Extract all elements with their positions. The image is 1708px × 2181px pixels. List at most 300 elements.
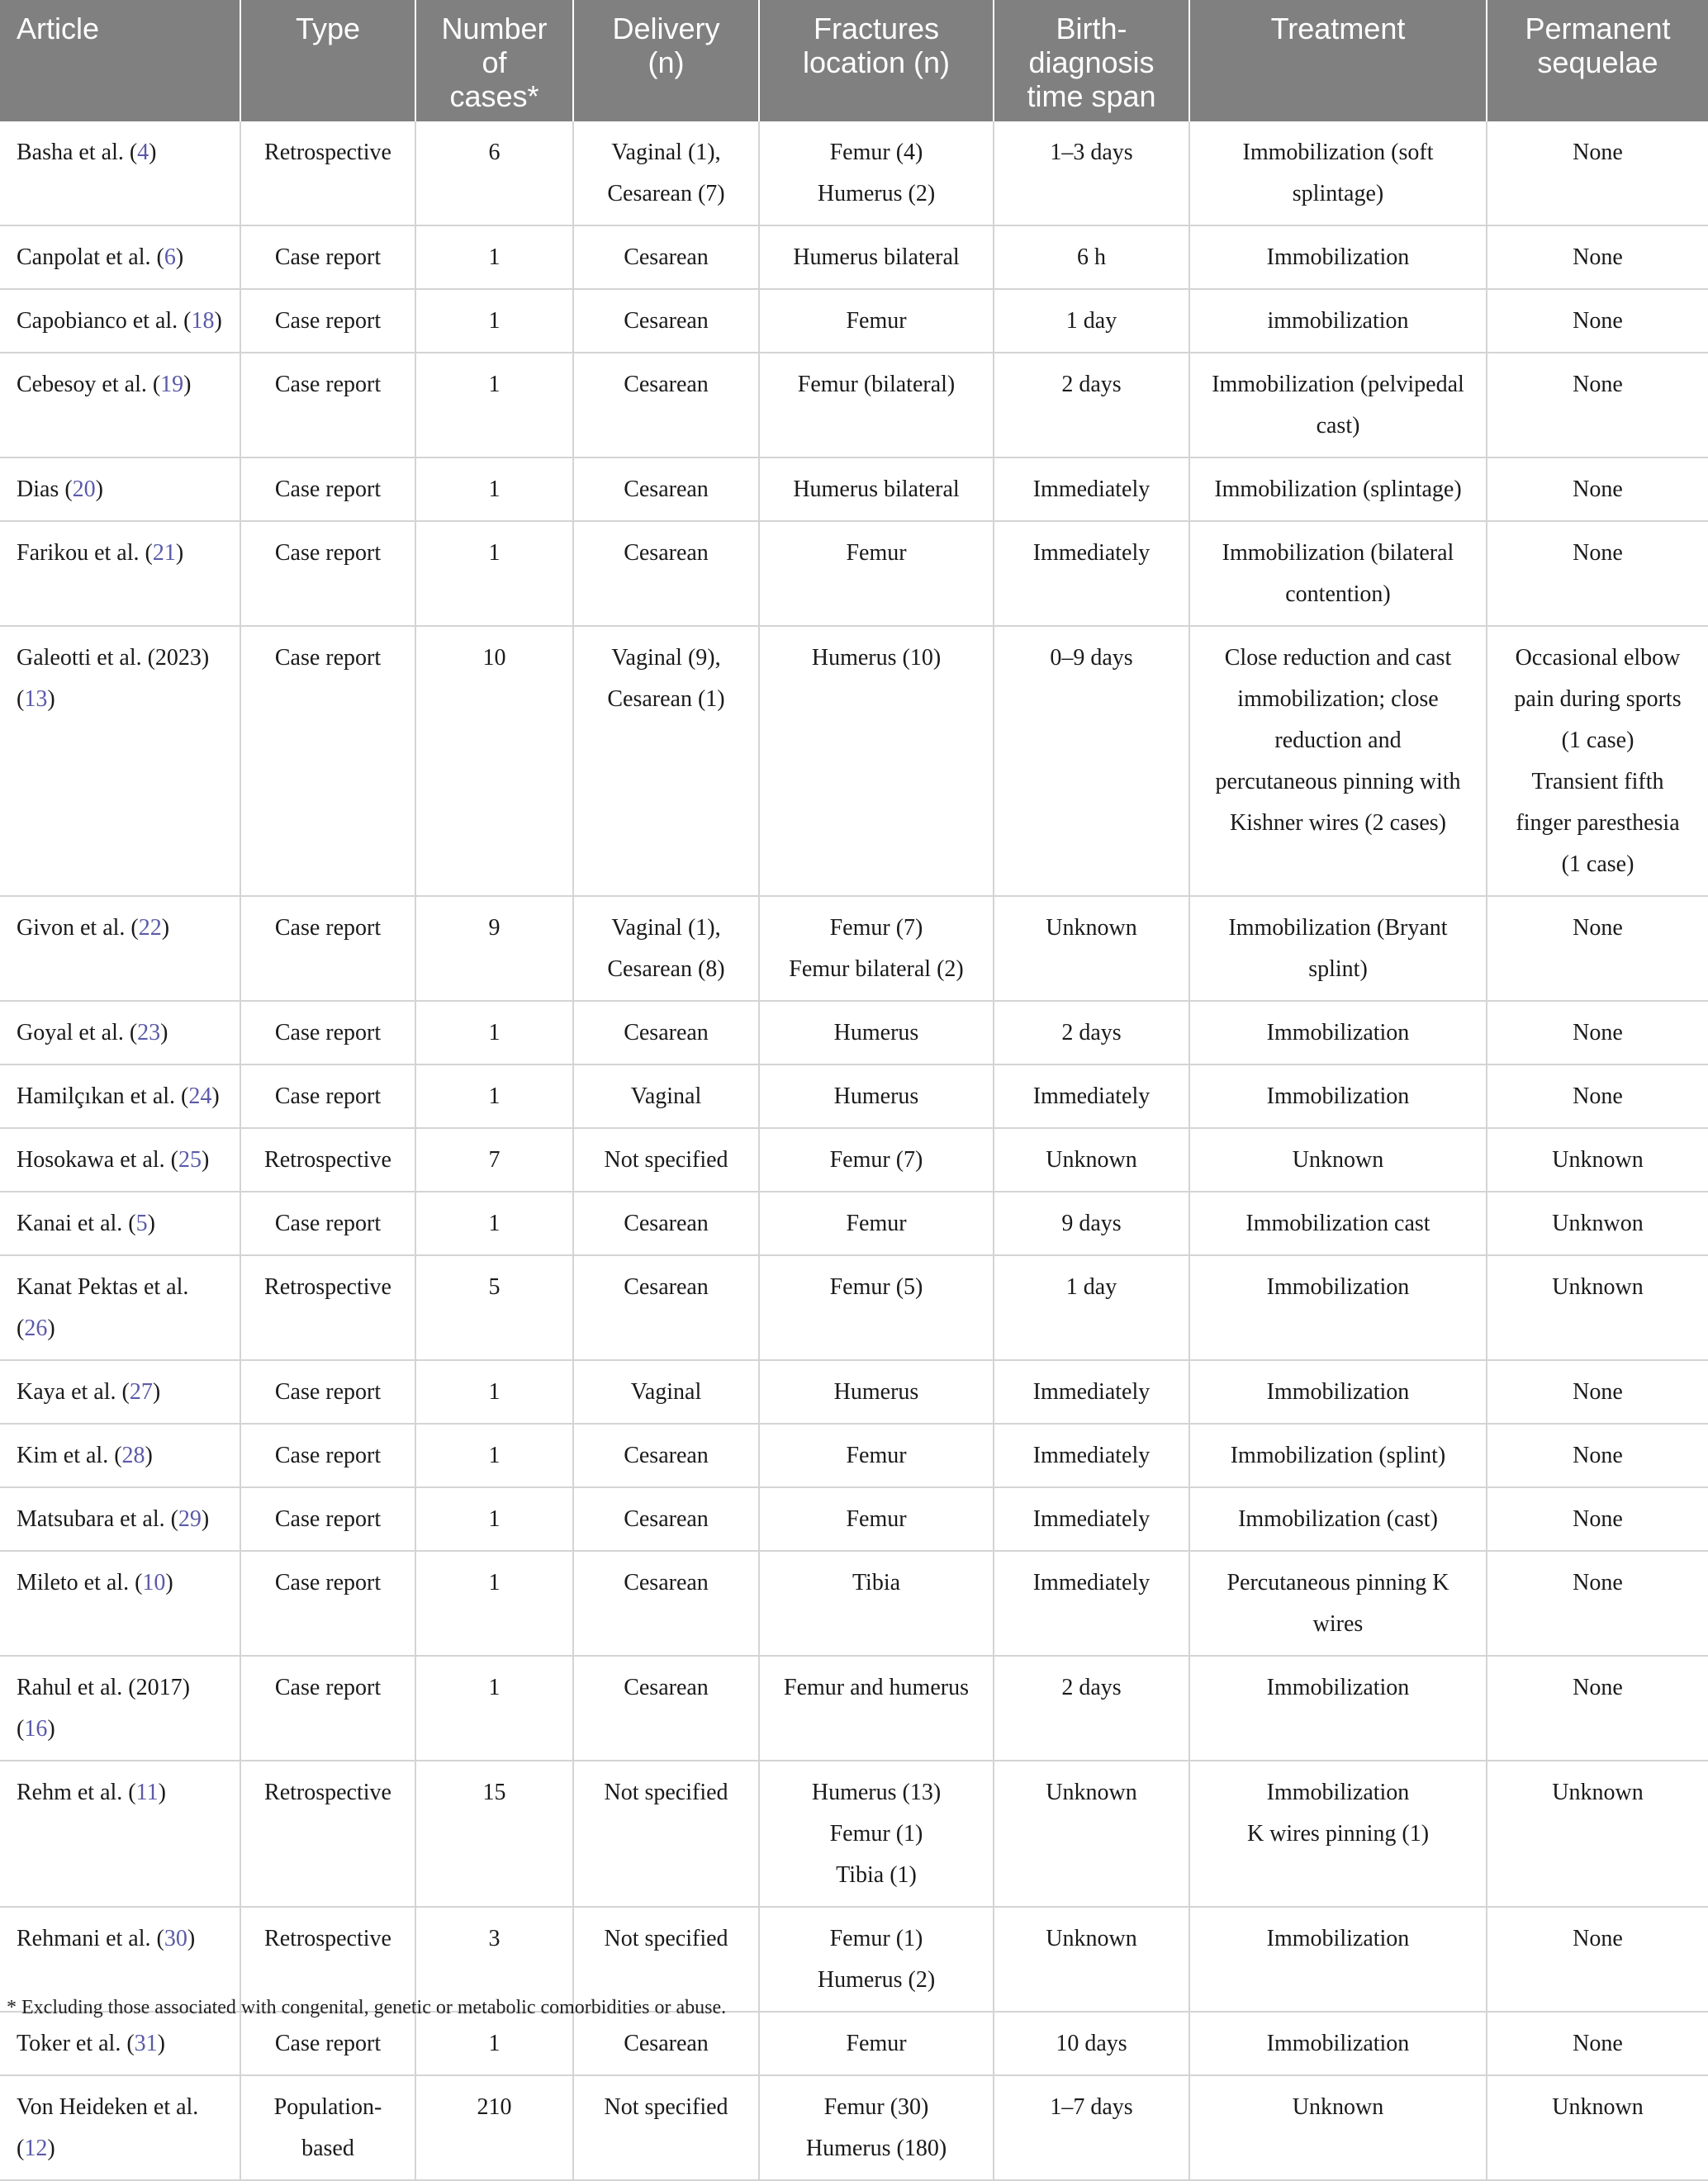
type-cell	[240, 1424, 415, 1487]
treatment-cell-line: Immobilization	[1266, 1379, 1410, 1405]
delivery-cell	[573, 1360, 759, 1424]
fractures-cell-line: Femur (7)	[829, 1147, 923, 1173]
type-cell	[240, 1192, 415, 1255]
reference-link[interactable]: 18	[191, 308, 215, 334]
table-row	[0, 121, 1708, 225]
treatment-cell	[1189, 121, 1487, 225]
time-span-cell-line: 1–3 days	[1050, 140, 1133, 165]
sequelae-cell-line: None	[1573, 477, 1623, 502]
cases-text: 1	[488, 308, 501, 334]
cases-cell	[415, 896, 573, 1001]
treatment-cell-line: Immobilization	[1266, 1780, 1410, 1805]
fractures-cell-line: Femur (4)	[829, 140, 923, 165]
cases-cell	[415, 2012, 573, 2075]
article-cell	[0, 2012, 240, 2075]
fractures-cell	[759, 1424, 994, 1487]
reference-link[interactable]: 23	[137, 1020, 161, 1045]
article-text: Rehm et al. (	[17, 1780, 136, 1805]
article-text: Farikou et al. (	[17, 540, 153, 566]
delivery-cell-line: Cesarean	[624, 308, 709, 334]
type-cell	[240, 121, 415, 225]
treatment-cell-line: wires	[1312, 1611, 1364, 1637]
time-span-cell	[994, 2075, 1189, 2180]
reference-link[interactable]: 28	[121, 1443, 145, 1468]
article-text-end: )	[145, 1443, 153, 1468]
delivery-cell	[573, 458, 759, 521]
table-row	[0, 2012, 1708, 2075]
article-text-end: )	[165, 1570, 173, 1595]
sequelae-cell	[1487, 1064, 1708, 1128]
fractures-cell	[759, 1551, 994, 1656]
cases-cell	[415, 1001, 573, 1064]
treatment-cell-line: Unknown	[1292, 2094, 1384, 2120]
sequelae-cell	[1487, 1192, 1708, 1255]
time-span-cell	[994, 521, 1189, 626]
cases-text: 1	[488, 477, 501, 502]
reference-link[interactable]: 5	[135, 1211, 148, 1236]
treatment-cell	[1189, 225, 1487, 289]
treatment-cell-line: Immobilization (bilateral	[1222, 540, 1454, 566]
delivery-cell	[573, 1255, 759, 1360]
article-text-end: )	[152, 1379, 161, 1405]
type-text: Case report	[274, 1675, 382, 1700]
type-text: Case report	[274, 1379, 382, 1405]
treatment-cell	[1189, 458, 1487, 521]
reference-link[interactable]: 16	[24, 1716, 48, 1742]
treatment-cell	[1189, 2012, 1487, 2075]
type-text: Case report	[274, 540, 382, 566]
reference-link[interactable]: 21	[152, 540, 176, 566]
type-cell	[240, 1064, 415, 1128]
fractures-cell-line: Femur	[846, 1506, 907, 1532]
type-cell	[240, 458, 415, 521]
header-row	[0, 0, 1708, 121]
treatment-cell-line: Percutaneous pinning K	[1226, 1570, 1449, 1595]
fractures-cell-line: Femur (30)	[823, 2094, 929, 2120]
fractures-cell-line: Femur (bilateral)	[797, 372, 956, 397]
article-text-end: )	[158, 1780, 166, 1805]
sequelae-cell	[1487, 1128, 1708, 1192]
sequelae-cell-line: None	[1573, 244, 1623, 270]
article-text: Rahul et al. (2017) (	[17, 1675, 190, 1742]
delivery-cell	[573, 225, 759, 289]
header-line: Birth-	[1056, 12, 1127, 45]
fractures-cell-line: Femur	[846, 2031, 907, 2056]
time-span-cell-line: Immediately	[1032, 1570, 1151, 1595]
time-span-cell	[994, 1656, 1189, 1761]
sequelae-cell-line: None	[1573, 540, 1623, 566]
sequelae-cell-line: None	[1573, 1926, 1623, 1951]
delivery-cell	[573, 1128, 759, 1192]
fractures-cell	[759, 458, 994, 521]
table-row	[0, 458, 1708, 521]
article-text: Hosokawa et al. (	[17, 1147, 178, 1173]
time-span-cell	[994, 289, 1189, 353]
article-text-end: )	[183, 372, 192, 397]
cases-text: 1	[488, 1379, 501, 1405]
article-text: Basha et al. (	[17, 140, 138, 165]
time-span-cell-line: Immediately	[1032, 1443, 1151, 1468]
time-span-cell-line: 9 days	[1061, 1211, 1122, 1236]
delivery-cell-line: Cesarean	[624, 2031, 709, 2056]
table-row	[0, 1551, 1708, 1656]
time-span-cell-line: Unknown	[1046, 1926, 1137, 1951]
treatment-cell-line: Immobilization (Bryant	[1228, 915, 1448, 941]
type-text: Case report	[274, 1211, 382, 1236]
fractures-cell-line: Humerus (2)	[817, 1967, 936, 1993]
sequelae-cell	[1487, 1487, 1708, 1551]
sequelae-cell-line: None	[1573, 1675, 1623, 1700]
article-cell	[0, 1656, 240, 1761]
table-row	[0, 1064, 1708, 1128]
type-cell	[240, 1656, 415, 1761]
article-text: Capobianco et al. (	[17, 308, 192, 334]
sequelae-cell	[1487, 225, 1708, 289]
type-cell	[240, 1001, 415, 1064]
article-text: Kanat Pektas et al. (	[17, 1274, 189, 1341]
delivery-cell	[573, 2075, 759, 2180]
treatment-cell-line: percutaneous pinning with	[1215, 769, 1461, 794]
article-cell	[0, 1192, 240, 1255]
treatment-cell	[1189, 1424, 1487, 1487]
header-birth-diagnosis-time-span	[994, 0, 1189, 121]
type-text: Retrospective	[264, 1147, 391, 1173]
treatment-cell	[1189, 1487, 1487, 1551]
cases-cell	[415, 1064, 573, 1128]
delivery-cell-line: Cesarean	[624, 1211, 709, 1236]
table-row	[0, 1656, 1708, 1761]
sequelae-cell	[1487, 1360, 1708, 1424]
type-text: Case report	[274, 1020, 382, 1045]
sequelae-cell-line: finger paresthesia	[1516, 810, 1680, 836]
reference-link[interactable]: 10	[142, 1570, 166, 1595]
cases-cell	[415, 1656, 573, 1761]
fractures-cell	[759, 1907, 994, 2012]
reference-link[interactable]: 29	[178, 1506, 202, 1532]
reference-link[interactable]: 25	[178, 1147, 202, 1173]
header-number-of-cases	[415, 0, 573, 121]
treatment-cell-line: Kishner wires (2 cases)	[1229, 810, 1447, 836]
sequelae-cell-line: None	[1573, 2031, 1623, 2056]
article-text: Kim et al. (	[17, 1443, 122, 1468]
type-text: Population-based	[273, 2094, 382, 2161]
article-cell	[0, 121, 240, 225]
delivery-cell-line: Cesarean (8)	[607, 956, 725, 982]
sequelae-cell-line: Unknown	[1552, 2094, 1644, 2120]
time-span-cell-line: Unknown	[1046, 1147, 1137, 1173]
sequelae-cell-line: Occasional elbow	[1515, 645, 1681, 671]
table-row	[0, 1128, 1708, 1192]
delivery-cell-line: Cesarean	[624, 540, 709, 566]
header-line: Permanent	[1525, 12, 1671, 45]
article-text-end: )	[47, 2136, 55, 2161]
table-row	[0, 521, 1708, 626]
treatment-cell-line: cast)	[1316, 413, 1360, 439]
type-text: Case report	[274, 915, 382, 941]
header-line: Type	[295, 12, 361, 45]
time-span-cell-line: 2 days	[1061, 372, 1122, 397]
type-cell	[240, 1761, 415, 1907]
type-text: Case report	[274, 1083, 382, 1109]
cases-cell	[415, 1761, 573, 1907]
time-span-cell-line: 2 days	[1061, 1020, 1122, 1045]
type-text: Case report	[274, 372, 382, 397]
sequelae-cell	[1487, 2075, 1708, 2180]
delivery-cell	[573, 1551, 759, 1656]
treatment-cell	[1189, 1761, 1487, 1907]
article-cell	[0, 1424, 240, 1487]
article-text-end: )	[47, 1716, 55, 1742]
fractures-cell	[759, 896, 994, 1001]
delivery-cell-line: Not specified	[604, 1147, 728, 1173]
fractures-cell-line: Femur	[846, 1211, 907, 1236]
article-cell	[0, 896, 240, 1001]
fractures-cell-line: Femur	[846, 308, 907, 334]
sequelae-cell	[1487, 121, 1708, 225]
reference-link[interactable]: 30	[164, 1926, 187, 1951]
time-span-cell	[994, 1128, 1189, 1192]
time-span-cell	[994, 896, 1189, 1001]
table-row	[0, 225, 1708, 289]
time-span-cell	[994, 1487, 1189, 1551]
cases-cell	[415, 2075, 573, 2180]
article-text: Hamilçıkan et al. (	[17, 1083, 189, 1109]
sequelae-cell	[1487, 521, 1708, 626]
sequelae-cell-line: None	[1573, 1083, 1623, 1109]
reference-link[interactable]: 27	[129, 1379, 153, 1405]
header-line: (n)	[648, 45, 685, 79]
time-span-cell-line: Immediately	[1032, 540, 1151, 566]
time-span-cell	[994, 353, 1189, 458]
article-text: Galeotti et al. (2023) (	[17, 645, 210, 712]
cases-text: 6	[488, 140, 501, 165]
time-span-cell-line: 1–7 days	[1050, 2094, 1133, 2120]
time-span-cell	[994, 1424, 1189, 1487]
article-cell	[0, 225, 240, 289]
delivery-cell-line: Vaginal (1),	[611, 140, 721, 165]
cases-text: 1	[488, 1506, 501, 1532]
type-text: Case report	[274, 477, 382, 502]
delivery-cell	[573, 1192, 759, 1255]
type-text: Retrospective	[264, 1780, 391, 1805]
article-text-end: )	[175, 540, 184, 566]
table-row	[0, 289, 1708, 353]
sequelae-cell-line: None	[1573, 1020, 1623, 1045]
time-span-cell-line: 2 days	[1061, 1675, 1122, 1700]
header-line: time span	[1027, 79, 1156, 113]
type-text: Case report	[274, 1570, 382, 1595]
delivery-cell	[573, 1761, 759, 1907]
fractures-cell	[759, 353, 994, 458]
reference-link[interactable]: 12	[24, 2136, 48, 2161]
delivery-cell	[573, 626, 759, 896]
sequelae-cell-line: None	[1573, 1570, 1623, 1595]
cases-text: 1	[488, 1675, 501, 1700]
treatment-cell	[1189, 1907, 1487, 2012]
fractures-cell-line: Femur (5)	[829, 1274, 923, 1300]
type-cell	[240, 521, 415, 626]
time-span-cell	[994, 1360, 1189, 1424]
fractures-cell	[759, 1360, 994, 1424]
article-text-end: )	[160, 1020, 168, 1045]
reference-link[interactable]: 4	[137, 140, 149, 165]
article-cell	[0, 1761, 240, 1907]
cases-text: 15	[482, 1780, 506, 1805]
delivery-cell	[573, 896, 759, 1001]
cases-text: 1	[488, 2031, 501, 2056]
reference-link[interactable]: 31	[134, 2031, 158, 2056]
fractures-cell	[759, 2012, 994, 2075]
treatment-cell	[1189, 1255, 1487, 1360]
fractures-cell-line: Humerus (10)	[811, 645, 942, 671]
article-text: Cebesoy et al. (	[17, 372, 161, 397]
delivery-cell-line: Cesarean	[624, 372, 709, 397]
header-article	[0, 0, 240, 121]
type-text: Case report	[274, 1443, 382, 1468]
fractures-cell-line: Humerus	[833, 1020, 919, 1045]
sequelae-cell-line: Transient fifth	[1531, 769, 1664, 794]
type-cell	[240, 1255, 415, 1360]
sequelae-cell-line: None	[1573, 372, 1623, 397]
article-text-end: )	[161, 915, 170, 941]
fractures-cell	[759, 1064, 994, 1128]
treatment-cell-line: immobilization	[1267, 308, 1409, 334]
header-line: Article	[17, 12, 100, 45]
cases-cell	[415, 289, 573, 353]
time-span-cell-line: 1 day	[1065, 308, 1117, 334]
fractures-cell-line: Tibia	[852, 1570, 901, 1595]
reference-link[interactable]: 6	[164, 244, 176, 270]
treatment-cell	[1189, 521, 1487, 626]
sequelae-cell	[1487, 896, 1708, 1001]
table-row	[0, 353, 1708, 458]
fractures-cell-line: Humerus (13)	[811, 1780, 942, 1805]
article-cell	[0, 1001, 240, 1064]
reference-link[interactable]: 11	[135, 1780, 159, 1805]
delivery-cell-line: Vaginal	[630, 1083, 702, 1109]
article-text-end: )	[147, 1211, 155, 1236]
cases-cell	[415, 521, 573, 626]
treatment-cell	[1189, 1360, 1487, 1424]
time-span-cell-line: Immediately	[1032, 1506, 1151, 1532]
time-span-cell-line: 10 days	[1056, 2031, 1127, 2056]
article-cell	[0, 1551, 240, 1656]
article-text-end: )	[95, 477, 103, 502]
type-cell	[240, 2075, 415, 2180]
type-cell	[240, 353, 415, 458]
sequelae-cell	[1487, 1255, 1708, 1360]
reference-link[interactable]: 20	[72, 477, 96, 502]
treatment-cell-line: Immobilization	[1266, 1926, 1410, 1951]
fractures-cell-line: Humerus (180)	[805, 2136, 947, 2161]
time-span-cell-line: Immediately	[1032, 1379, 1151, 1405]
delivery-cell-line: Cesarean	[624, 1506, 709, 1532]
article-text-end: )	[214, 308, 222, 334]
time-span-cell	[994, 1551, 1189, 1656]
header-line: Fractures	[813, 12, 940, 45]
time-span-cell	[994, 121, 1189, 225]
treatment-cell-line: Immobilization	[1266, 244, 1410, 270]
table-row	[0, 1424, 1708, 1487]
header-line: sequelae	[1537, 45, 1658, 79]
treatment-cell-line: splintage)	[1292, 181, 1384, 206]
cases-text: 210	[477, 2094, 512, 2120]
header-fractures-location	[759, 0, 994, 121]
fractures-cell-line: Femur and humerus	[784, 1675, 969, 1700]
type-text: Retrospective	[264, 1926, 391, 1951]
time-span-cell-line: 6 h	[1077, 244, 1106, 270]
delivery-cell-line: Vaginal (1),	[611, 915, 721, 941]
type-cell	[240, 1907, 415, 2012]
delivery-cell-line: Not specified	[604, 1780, 728, 1805]
article-cell	[0, 289, 240, 353]
article-text: Toker et al. (	[17, 2031, 135, 2056]
article-text: Matsubara et al. (	[17, 1506, 178, 1532]
fractures-cell	[759, 289, 994, 353]
fractures-cell-line: Humerus	[833, 1083, 919, 1109]
header-line: Treatment	[1270, 12, 1406, 45]
delivery-cell-line: Cesarean	[624, 1274, 709, 1300]
treatment-cell	[1189, 896, 1487, 1001]
article-text: Givon et al. (	[17, 915, 139, 941]
article-cell	[0, 353, 240, 458]
table-row	[0, 1487, 1708, 1551]
type-cell	[240, 225, 415, 289]
type-cell	[240, 289, 415, 353]
article-cell	[0, 1907, 240, 2012]
fractures-cell	[759, 1255, 994, 1360]
type-text: Retrospective	[264, 140, 391, 165]
reference-link[interactable]: 26	[24, 1316, 48, 1341]
time-span-cell-line: 0–9 days	[1050, 645, 1133, 671]
cases-text: 1	[488, 1083, 501, 1109]
reference-link[interactable]: 24	[188, 1083, 212, 1109]
delivery-cell	[573, 1487, 759, 1551]
treatment-cell-line: Immobilization (splintage)	[1214, 477, 1462, 502]
sequelae-cell-line: None	[1573, 915, 1623, 941]
time-span-cell	[994, 225, 1189, 289]
table-row	[0, 1907, 1708, 2012]
article-text-end: )	[157, 2031, 165, 2056]
cases-cell	[415, 225, 573, 289]
treatment-cell	[1189, 1128, 1487, 1192]
type-text: Case report	[274, 645, 382, 671]
fractures-cell	[759, 1192, 994, 1255]
fractures-cell	[759, 121, 994, 225]
treatment-cell	[1189, 1064, 1487, 1128]
fractures-cell-line: Humerus (2)	[817, 181, 936, 206]
delivery-cell-line: Not specified	[604, 1926, 728, 1951]
reference-link[interactable]: 22	[138, 915, 162, 941]
delivery-cell-line: Cesarean (1)	[607, 686, 725, 712]
delivery-cell	[573, 121, 759, 225]
treatment-cell-line: Immobilization	[1266, 2031, 1410, 2056]
delivery-cell-line: Cesarean	[624, 1020, 709, 1045]
cases-text: 1	[488, 1211, 501, 1236]
article-cell	[0, 626, 240, 896]
fractures-cell	[759, 1761, 994, 1907]
delivery-cell-line: Cesarean	[624, 1443, 709, 1468]
treatment-cell-line: K wires pinning (1)	[1246, 1821, 1430, 1847]
article-text-end: )	[175, 244, 184, 270]
reference-link[interactable]: 19	[160, 372, 184, 397]
fractures-cell-line: Femur	[846, 540, 907, 566]
reference-link[interactable]: 13	[24, 686, 48, 712]
sequelae-cell-line: Unknown	[1552, 1780, 1644, 1805]
treatment-cell	[1189, 353, 1487, 458]
table-footnote: * Excluding those associated with congenital, genetic or metabolic comorbidities or abuse.	[7, 1997, 727, 2018]
cases-text: 9	[488, 915, 501, 941]
